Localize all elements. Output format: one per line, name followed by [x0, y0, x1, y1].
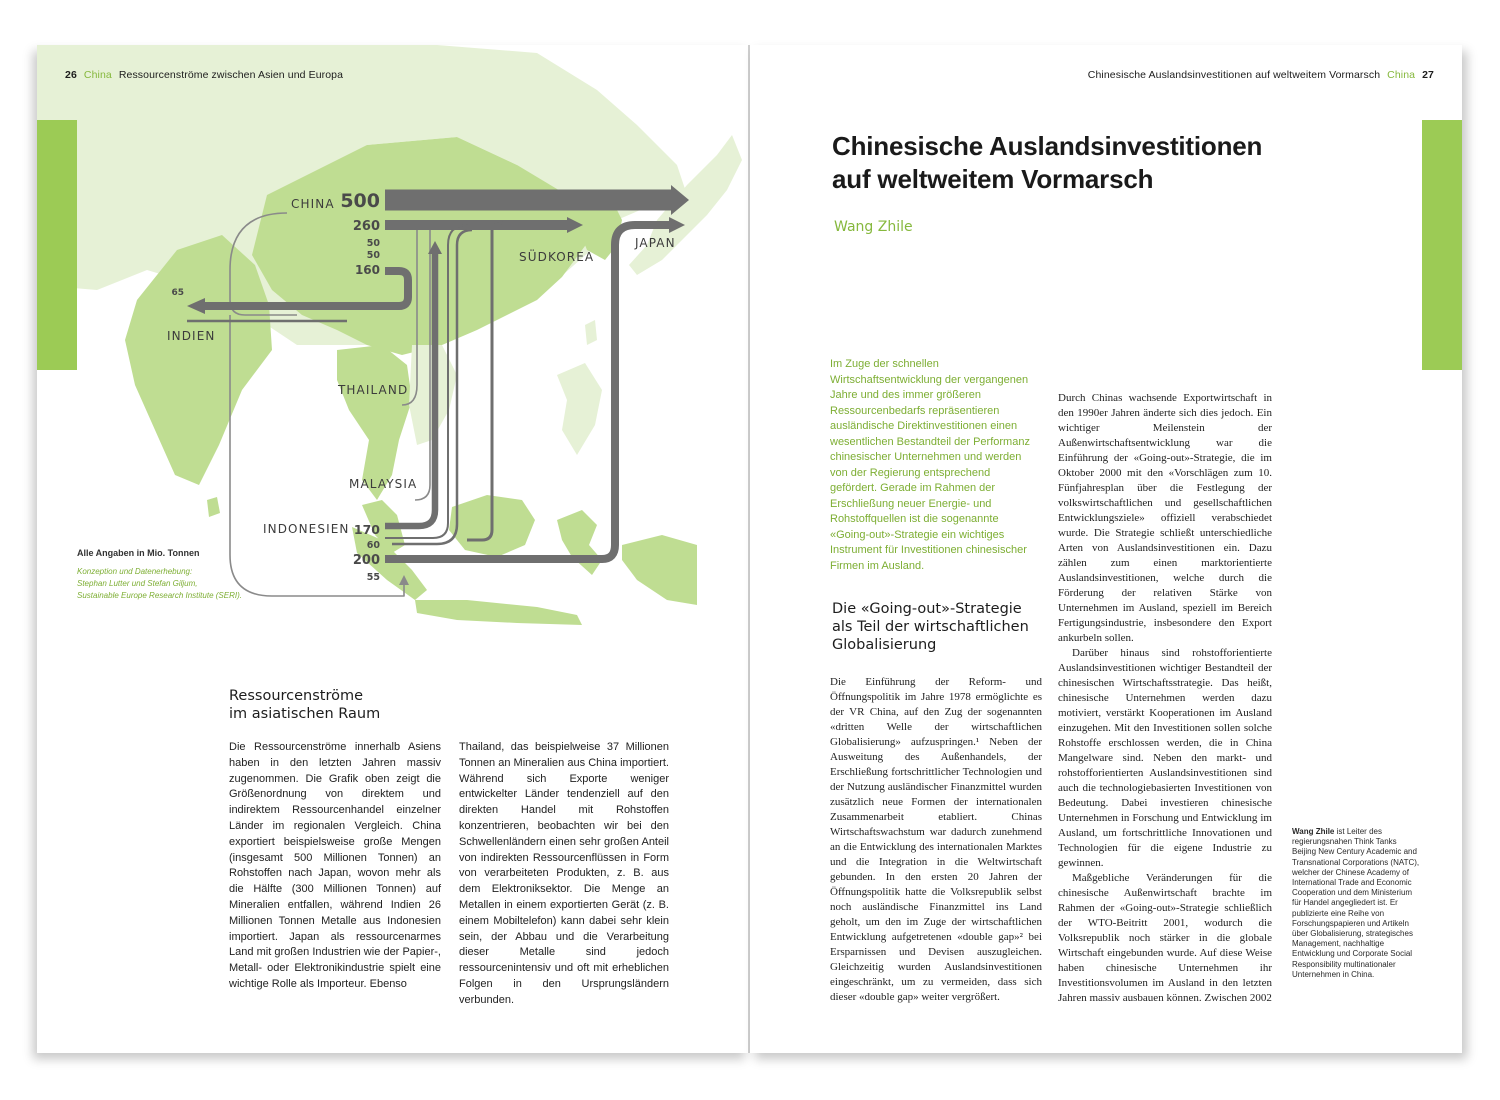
heading-line: Die «Going-out»-Strategie	[832, 601, 1022, 617]
page-number: 27	[1422, 69, 1434, 81]
page-number: 26	[65, 69, 77, 81]
credit-line: Stephan Lutter und Stefan Giljum,	[77, 579, 198, 588]
sri-lanka-land	[207, 497, 220, 517]
headline-line: Chinesische Auslandsinvestitionen	[832, 131, 1263, 161]
java-land	[415, 600, 582, 625]
value-thailand-china: 50	[366, 238, 380, 249]
paragraph: Maßgebliche Veränderungen für die chinesische Außenwirtschaft brachte im Rahmen der «Going-out»-Strategie schließlich der WTO-Beitritt 2001, wodurch die Volksrepublik noch stärker in die globale Wirtschaft eingebunden wurde. Auf diese Weise haben chinesische Unternehmen ihr Investitionsvolumen im Ausland in den letzten Jahren massiv ausbauen können. Zwischen 2002	[1058, 872, 1272, 1004]
flow-china-japan	[385, 185, 689, 215]
label-thailand: THAILAND	[338, 383, 409, 397]
heading-line: im asiatischen Raum	[229, 706, 381, 722]
section-name: China	[1387, 69, 1416, 81]
credit-line: Konzeption und Datenerhebung:	[77, 567, 193, 576]
article-column-2: Thailand, das beispielweise 37 Millionen Tonnen an Mineralien aus China importiert. Während sich Exporte weniger entwickelter Länder tendenziell auf den direkten Handel mit Rohstoffen konzentrieren, beobachten wir bei den Schwellenländern einen sehr großen Anteil von indirekten Ressourcenflüssen in Form von verarbeiteten Produkten, z. B. aus dem Elektroniksektor. Die Menge an Metallen in einem exportierten Gerät (z. B. einem Mobiltelefon) kann dabei sehr klein sein, der Abbau und die Verarbeitung dieser Metalle sind jedoch ressourcenintensiv und oft mit erheblichen Folgen in den Ursprungsländern verbunden.	[459, 741, 669, 1006]
value-indonesien-japan: 170	[353, 522, 380, 537]
author-bio	[1292, 827, 1420, 980]
body-column-1: Die Einführung der Reform- und Öffnungspolitik im Jahre 1978 ermöglichte es der VR China, auf den Zug der sogenannten «dritten Welle der wirtschaftlichen Globalisierung» aufzuspringen.¹ Neben der Ausweitung des Außenhandels, der Erschließung fortschrittlicher Technologien und der Nutzung ausländischer Finanzmittel wurden zusätzlich neue Formen der internationalen Zusammenarbeit etabliert. Chinas Wirtschaftswachstum war dadurch zunehmend an die Entwicklung des internationalen Marktes und die Integration in die Weltwirtschaft gebunden. In den ersten 20 Jahren der Öffnungspolitik hatte die Volksrepublik selbst noch ausländische Finanzmittel ins Land geholt, um den im Zuge der wirtschaftlichen Entwicklung aufgetretenen «double gap»² bei Ersparnissen und Devisen auszugleichen. Gleichzeitig wurden Auslandsinvestitionen eingeschränkt, um zu vermeiden, dass sich dieser «double gap» weiter vergrößert.	[830, 676, 1042, 1003]
article-column-1: Die Ressourcenströme innerhalb Asiens haben in den letzten Jahren massiv zugenommen. Die Grafik oben zeigt die Größenordnung von direktem und indirektem Ressourcenhandel einzelner Länder im regionalen Vergleich. China exportiert beispielsweise große Mengen (insgesamt 500 Millionen Tonnen) an Rohstoffen nach Japan, wovon mehr als die Hälfte (300 Millionen Tonnen) auf Mineralien entfallen, während Indien 26 Millionen Tonnen Metalle aus Indonesien importiert. Japan als ressourcenarmes Land mit großen Industrien wie der Papier-, Metall- oder Elektronikindustrie spielt eine wichtige Rolle als Importeur. Ebenso	[229, 741, 441, 990]
label-japan: JAPAN	[635, 236, 676, 250]
label-china: CHINA	[291, 197, 335, 211]
right-running-head	[1088, 69, 1434, 81]
heading-line: Ressourcenströme	[229, 688, 364, 704]
right-green-tab	[1422, 120, 1462, 370]
author-name: Wang Zhile	[834, 219, 913, 235]
heading-line: Globalisierung	[832, 637, 937, 653]
right-page	[750, 45, 1462, 1053]
left-green-tab	[37, 120, 77, 370]
bio-text: ist Leiter des regierungsnahen Think Tanks Beijing New Century Academic and Transnational Corporations (NATC), welcher der Chinese Academy of International Trade and Economic Cooperation und dem Ministerium für Handel angegliedert ist. Er publizierte eine Reihe von Forschungspapieren und Artikeln über Globalisierung, strategisches Management, nachhaltige Entwicklung und Corporate Social Responsibility multinationaler Unternehmen in China.	[1292, 827, 1420, 979]
headline-line: auf weltweitem Vormarsch	[832, 164, 1154, 194]
value-indonesien-indien: 200	[352, 553, 380, 568]
india-land	[125, 235, 272, 485]
left-page	[37, 45, 749, 1053]
bio-name: Wang Zhile	[1292, 827, 1335, 836]
taiwan-land	[585, 320, 597, 345]
value-china-indien: 160	[354, 263, 380, 277]
label-suedkorea: SÜDKOREA	[519, 250, 595, 264]
page-headline	[832, 130, 1262, 196]
label-indien: INDIEN	[167, 329, 216, 343]
papua-land	[622, 535, 697, 605]
units-note: Alle Angaben in Mio. Tonnen	[77, 548, 200, 558]
credit-line: Sustainable Europe Research Institute (SERI).	[77, 591, 242, 600]
article-heading	[229, 687, 380, 723]
running-title: Chinesische Auslandsinvestitionen auf weltweitem Vormarsch	[1087, 69, 1381, 81]
value-china-suedkorea: 260	[352, 219, 380, 234]
intro-text: Im Zuge der schnellen Wirtschaftsentwicklung der vergangenen Jahre und des immer größeren Ressourcenbedarfs repräsentieren ausländische Direktinvestitionen einen wesentlichen Bestandteil der Performanz chinesischer Unternehmen und werden von der Regierung entsprechend gefördert. Gerade im Rahmen der Erschließung neuer Energie- und Rohstoffquellen ist die sogenannte «Going-out»-Strategie ein wichtiges Instrument für Investitionen chinesischer Firmen im Ausland.	[830, 358, 1030, 572]
section-heading	[832, 600, 1029, 654]
section-name: China	[83, 69, 112, 81]
paragraph: Darüber hinaus sind rohstofforientierte Auslandsinvestitionen wichtiger Bestandteil der chinesischen Wirtschaftsstrategie. Das heißt, chinesische Unternehmen werden dazu motiviert, verstärkt Kooperationen im Ausland einzugehen. Mit den Investitionen sollen solche Rohstoffe erschlossen werden, die in China Mangelware sind. Neben den markt- und rohstofforientierten Auslandsinvestitionen sind auch die technologiebasierten Investitionen von Bedeutung. Dabei investieren chinesische Unternehmen in Forschung und Entwicklung im Ausland, um fortschrittliche Innovationen und Technologien für die eigene Industrie zu gewinnen.	[1058, 647, 1272, 869]
map-credit	[77, 566, 242, 602]
value-indien-china: 65	[171, 288, 184, 298]
sulawesi-land	[557, 510, 602, 575]
philippines-land	[557, 363, 602, 455]
value-china-japan: 500	[340, 190, 380, 212]
paragraph: Durch Chinas wachsende Exportwirtschaft in den 1990er Jahren änderte sich dies jedoch. Ein wichtiger Meilenstein der Außenwirtschaftsentwicklung war die Einführung der «Going-out»-Strategie, die im Oktober 2000 mit den «Vorschlägen zum 10. Fünfjahresplan über die Festlegung der volkswirtschaftlichen und gesellschaftlichen Entwicklungsziele» offiziell verabschiedet wurde. Die Strategie schließt unterschiedliche Arten von Auslandsinvestitionen ein. Dazu zählen zum einen marktorientierte Auslandsinvestitionen, welche durch die Förderung der relativen Stärke von Unternehmen im Ausland, speziell im Bereich Fertigungsindustrie, insbesondere den Export ankurbeln sollen.	[1058, 392, 1272, 644]
value-indien-indonesien: 55	[366, 572, 380, 583]
body-column-2	[1058, 391, 1272, 1006]
left-running-head	[65, 69, 343, 81]
label-indonesien: INDONESIEN	[263, 522, 350, 536]
heading-line: als Teil der wirtschaftlichen	[832, 619, 1029, 635]
running-title: Ressourcenströme zwischen Asien und Europa	[118, 69, 344, 81]
value-malaysia-china: 50	[366, 250, 380, 261]
value-indonesien-china: 60	[366, 540, 380, 551]
label-malaysia: MALAYSIA	[349, 477, 418, 491]
